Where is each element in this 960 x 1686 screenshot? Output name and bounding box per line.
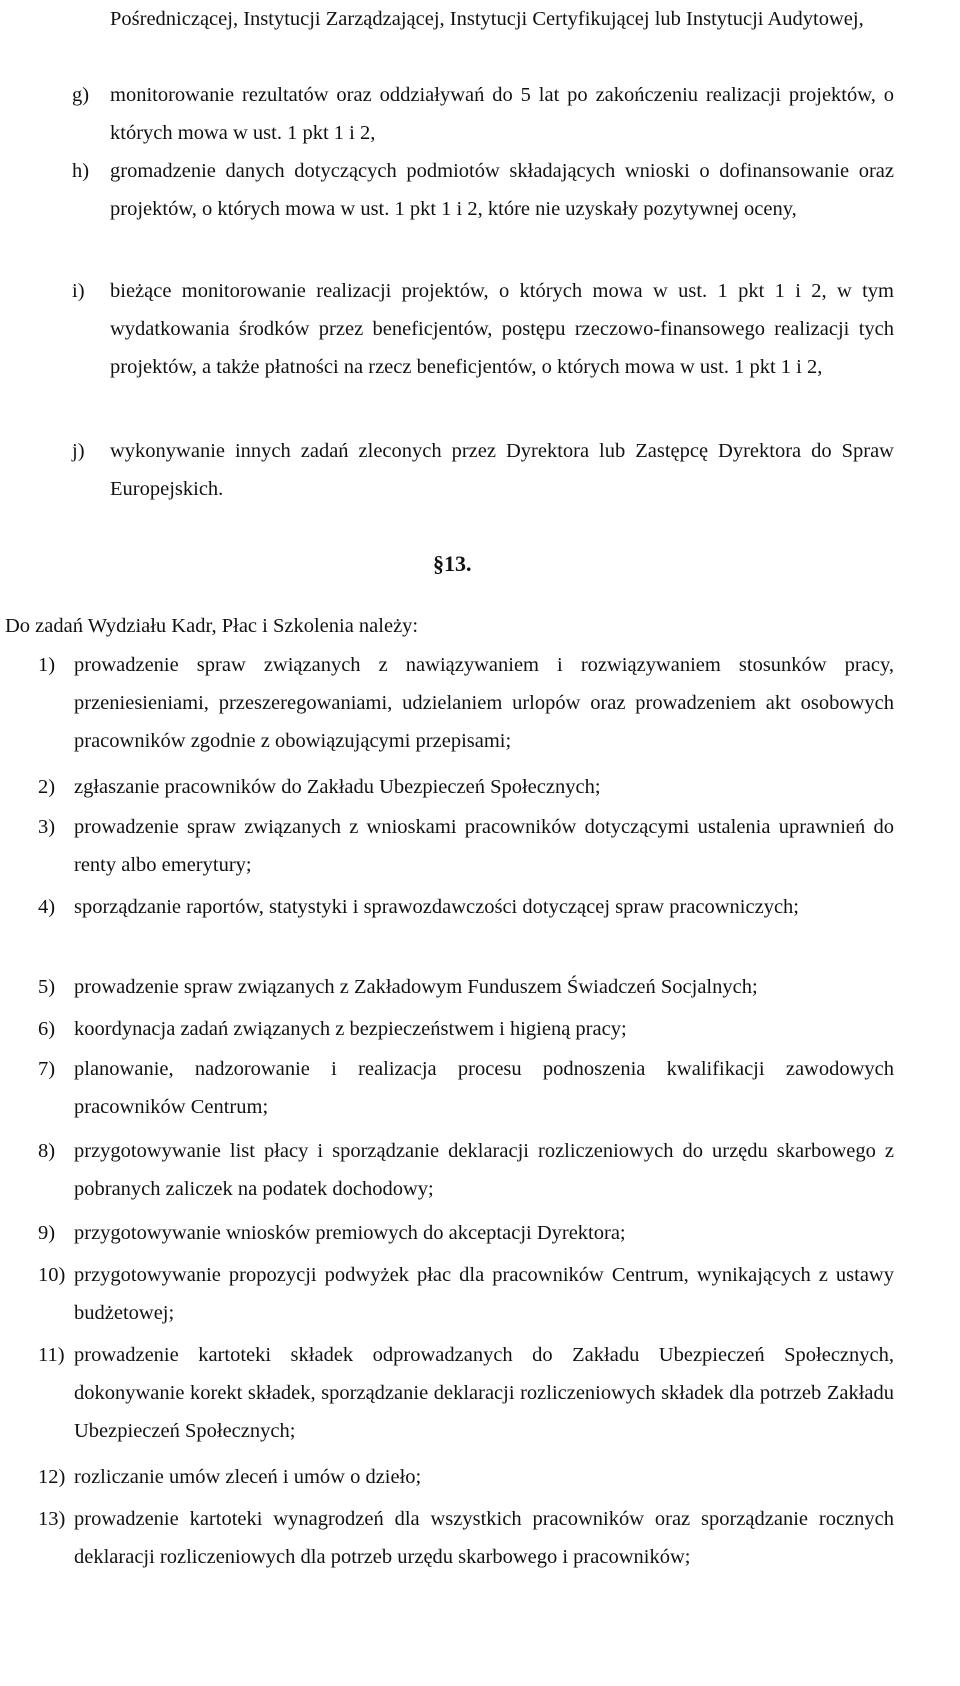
list-item-label: 1)	[38, 654, 56, 676]
list-item-label: 4)	[38, 896, 56, 918]
list-item-label: 6)	[38, 1018, 56, 1040]
list-item-label: 9)	[38, 1222, 56, 1244]
list-item-text: wykonywanie innych zadań zleconych przez Dyrektora lub Zastępcę Dyrektora do Spraw Europejskich.	[110, 440, 894, 500]
list-item-text: monitorowanie rezultatów oraz oddziaływań do 5 lat po zakończeniu realizacji projektów, o których mowa w ust. 1 pkt 1 i 2,	[110, 84, 894, 144]
list-item-i	[72, 272, 894, 386]
list-item-11	[38, 1336, 894, 1450]
list-item-9	[38, 1214, 894, 1252]
list-item-10	[38, 1256, 894, 1332]
list-item-j	[72, 432, 894, 508]
list-item-text: przygotowywanie list płacy i sporządzanie deklaracji rozliczeniowych do urzędu skarbowego z pobranych zaliczek na podatek dochodowy;	[74, 1140, 894, 1200]
list-item-label: g)	[72, 84, 90, 106]
list-item-text: bieżące monitorowanie realizacji projektów, o których mowa w ust. 1 pkt 1 i 2, w tym wydatkowania środków przez beneficjentów, postępu rzeczowo-finansowego realizacji tych projektów, a także płatności na rzecz beneficjentów, o których mowa w ust. 1 pkt 1 i 2,	[110, 280, 894, 378]
list-item-label: j)	[72, 440, 85, 462]
list-item-5	[38, 968, 894, 1006]
list-item-text: sporządzanie raportów, statystyki i sprawozdawczości dotyczącej spraw pracowniczych;	[74, 896, 799, 918]
list-item-text: prowadzenie kartoteki składek odprowadzanych do Zakładu Ubezpieczeń Społecznych, dokonywanie korekt składek, sporządzanie deklaracji rozliczeniowych składek dla potrzeb Zakładu Ubezpieczeń Społecznych;	[74, 1344, 894, 1442]
list-item-1	[38, 646, 894, 760]
list-item-text: koordynacja zadań związanych z bezpieczeństwem i higieną pracy;	[74, 1018, 627, 1040]
list-item-text: gromadzenie danych dotyczących podmiotów składających wnioski o dofinansowanie oraz projektów, o których mowa w ust. 1 pkt 1 i 2, które nie uzyskały pozytywnej oceny,	[110, 160, 894, 220]
list-item-label: 11)	[38, 1344, 65, 1366]
list-item-6	[38, 1010, 894, 1048]
list-item-4	[38, 888, 894, 926]
list-item-text: prowadzenie spraw związanych z Zakładowym Funduszem Świadczeń Socjalnych;	[74, 976, 758, 998]
section-heading: §13.	[433, 551, 472, 576]
list-item-8	[38, 1132, 894, 1208]
list-item-label: 10)	[38, 1264, 66, 1286]
list-item-text: prowadzenie kartoteki wynagrodzeń dla wszystkich pracowników oraz sporządzanie rocznych deklaracji rozliczeniowych dla potrzeb urzędu skarbowego i pracowników;	[74, 1508, 894, 1568]
list-item-label: 3)	[38, 816, 56, 838]
section-intro: Do zadań Wydziału Kadr, Płac i Szkolenia należy:	[5, 615, 419, 637]
list-item-label: 5)	[38, 976, 56, 998]
list-item-label: h)	[72, 160, 90, 182]
list-item-label: 13)	[38, 1508, 66, 1530]
list-item-2	[38, 768, 894, 806]
list-item-label: 7)	[38, 1058, 56, 1080]
list-item-text: prowadzenie spraw związanych z nawiązywaniem i rozwiązywaniem stosunków pracy, przeniesieniami, przeszeregowaniami, udzielaniem urlopów oraz prowadzeniem akt osobowych pracowników zgodnie z obowiązującymi przepisami;	[74, 654, 894, 752]
list-item-7	[38, 1050, 894, 1126]
list-item-label: 8)	[38, 1140, 56, 1162]
list-item-h	[72, 152, 894, 228]
list-item-text: zgłaszanie pracowników do Zakładu Ubezpieczeń Społecznych;	[74, 776, 601, 798]
list-item-g	[72, 76, 894, 152]
list-item-13	[38, 1500, 894, 1576]
list-item-12	[38, 1458, 894, 1496]
list-item-text: prowadzenie spraw związanych z wnioskami pracowników dotyczącymi ustalenia uprawnień do renty albo emerytury;	[74, 816, 894, 876]
list-item-text: planowanie, nadzorowanie i realizacja procesu podnoszenia kwalifikacji zawodowych pracowników Centrum;	[74, 1058, 894, 1118]
list-item-label: i)	[72, 280, 85, 302]
list-item-text: przygotowywanie propozycji podwyżek płac dla pracowników Centrum, wynikających z ustawy budżetowej;	[74, 1264, 894, 1324]
list-item-text: przygotowywanie wniosków premiowych do akceptacji Dyrektora;	[74, 1222, 626, 1244]
list-item-text: rozliczanie umów zleceń i umów o dzieło;	[74, 1466, 422, 1488]
list-item-label: 12)	[38, 1466, 66, 1488]
continuation-paragraph: Pośredniczącej, Instytucji Zarządzającej, Instytucji Certyfikującej lub Instytucji Audytowej,	[110, 8, 864, 30]
list-item-label: 2)	[38, 776, 56, 798]
list-item-3	[38, 808, 894, 884]
